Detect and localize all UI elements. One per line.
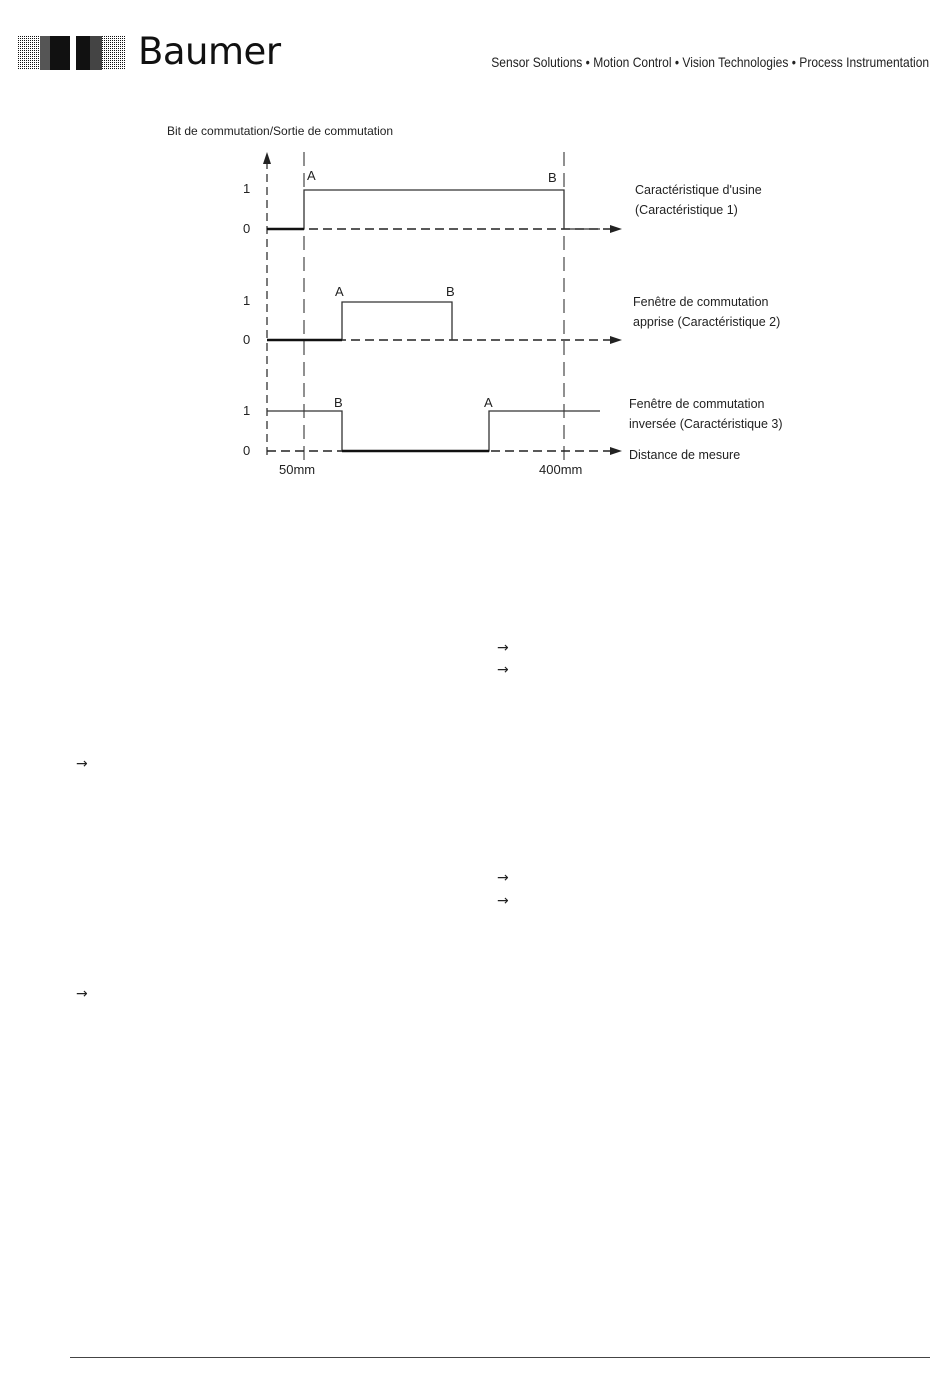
curve3-signal bbox=[267, 411, 600, 451]
curve2-level-low: 0 bbox=[243, 332, 251, 347]
brand-name: Baumer bbox=[138, 30, 281, 73]
curve3-level-low: 0 bbox=[243, 443, 251, 458]
curve1-level-low: 0 bbox=[243, 221, 251, 236]
arrow-right-icon: → bbox=[76, 986, 88, 1002]
curve2-point-a: A bbox=[335, 284, 344, 299]
curve1-label-line1: Caractéristique d'usine bbox=[635, 183, 762, 197]
curve3-level-high: 1 bbox=[243, 403, 251, 418]
x-axis-label: Distance de mesure bbox=[629, 448, 741, 462]
brand-tagline: Sensor Solutions • Motion Control • Vision Technologies • Process Instrumentation bbox=[491, 54, 929, 70]
curve3-label-line2: inversée (Caractéristique 3) bbox=[629, 417, 783, 431]
switching-diagram bbox=[0, 110, 950, 490]
curve1-signal bbox=[267, 190, 600, 229]
curve3-point-a: A bbox=[484, 395, 493, 410]
baumer-logo-icon bbox=[18, 36, 126, 70]
curve3-label-line1: Fenêtre de commutation bbox=[629, 397, 765, 411]
x-tick-50mm: 50mm bbox=[279, 462, 316, 477]
curve2-signal bbox=[267, 302, 452, 340]
arrow-right-icon: → bbox=[497, 662, 509, 678]
curve1-level-high: 1 bbox=[243, 181, 251, 196]
curve2-label-line2: apprise (Caractéristique 2) bbox=[633, 315, 781, 329]
curve2-point-b: B bbox=[446, 284, 455, 299]
y-axis-arrow-icon bbox=[263, 152, 271, 164]
diagram-y-axis-title: Bit de commutation/Sortie de commutation bbox=[167, 124, 394, 138]
curve1-label-line2: (Caractéristique 1) bbox=[635, 203, 738, 217]
arrow-right-icon: → bbox=[497, 870, 509, 886]
curve3-axis-arrow-icon bbox=[610, 447, 622, 455]
arrow-right-icon: → bbox=[76, 756, 88, 772]
curve3-point-b: B bbox=[334, 395, 343, 410]
page-header bbox=[0, 0, 950, 100]
arrow-right-icon: → bbox=[497, 640, 509, 656]
arrow-right-icon: → bbox=[497, 893, 509, 909]
curve2-level-high: 1 bbox=[243, 293, 251, 308]
x-tick-400mm: 400mm bbox=[539, 462, 583, 477]
curve2-label-line1: Fenêtre de commutation bbox=[633, 295, 769, 309]
curve1-axis-arrow-icon bbox=[610, 225, 622, 233]
curve1-point-a: A bbox=[307, 168, 316, 183]
curve2-axis-arrow-icon bbox=[610, 336, 622, 344]
curve1-point-b: B bbox=[548, 170, 557, 185]
footer-divider bbox=[70, 1357, 930, 1358]
